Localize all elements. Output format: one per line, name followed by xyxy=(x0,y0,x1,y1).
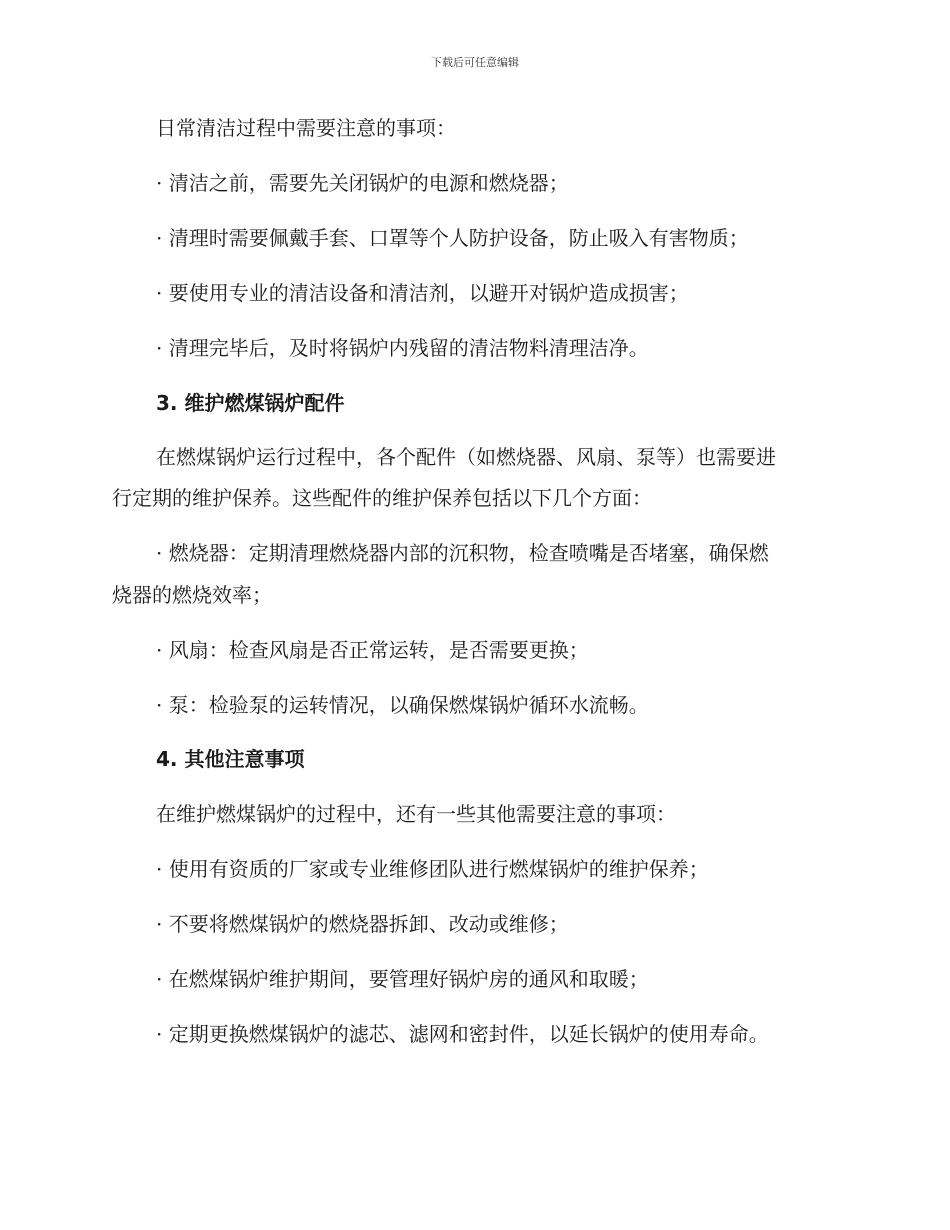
cleaning-item-1: · 清洁之前，需要先关闭锅炉的电源和燃烧器； xyxy=(156,171,569,195)
other-item-2: · 不要将燃煤锅炉的燃烧器拆卸、改动或维修； xyxy=(156,912,569,936)
paragraph-3-line-2: 行定期的维护保养。这些配件的维护保养包括以下几个方面： xyxy=(112,486,652,510)
paragraph-3-line-1: 在燃煤锅炉运行过程中，各个配件（如燃烧器、风扇、泵等）也需要进 xyxy=(156,445,776,469)
other-intro: 在维护燃煤锅炉的过程中，还有一些其他需要注意的事项： xyxy=(156,802,676,826)
cleaning-item-2: · 清理时需要佩戴手套、口罩等个人防护设备，防止吸入有害物质； xyxy=(156,226,749,250)
fan-item: · 风扇：检查风扇是否正常运转，是否需要更换； xyxy=(156,638,589,662)
cleaning-intro: 日常清洁过程中需要注意的事项： xyxy=(156,116,456,140)
burner-item-line-1: · 燃烧器：定期清理燃烧器内部的沉积物，检查喷嘴是否堵塞，确保燃 xyxy=(156,541,769,565)
other-item-4: · 定期更换燃煤锅炉的滤芯、滤网和密封件，以延长锅炉的使用寿命。 xyxy=(156,1022,769,1046)
burner-item-line-2: 烧器的燃烧效率； xyxy=(112,583,272,607)
section-heading-3: 3. 维护燃煤锅炉配件 xyxy=(156,391,345,415)
pump-item: · 泵：检验泵的运转情况，以确保燃煤锅炉循环水流畅。 xyxy=(156,693,649,717)
cleaning-item-4: · 清理完毕后，及时将锅炉内残留的清洁物料清理洁净。 xyxy=(156,336,649,360)
section-heading-4: 4. 其他注意事项 xyxy=(156,747,305,771)
page-header: 下载后可任意编辑 xyxy=(431,56,519,69)
cleaning-item-3: · 要使用专业的清洁设备和清洁剂，以避开对锅炉造成损害； xyxy=(156,281,689,305)
other-item-1: · 使用有资质的厂家或专业维修团队进行燃煤锅炉的维护保养； xyxy=(156,857,709,881)
other-item-3: · 在燃煤锅炉维护期间，要管理好锅炉房的通风和取暖； xyxy=(156,967,649,991)
